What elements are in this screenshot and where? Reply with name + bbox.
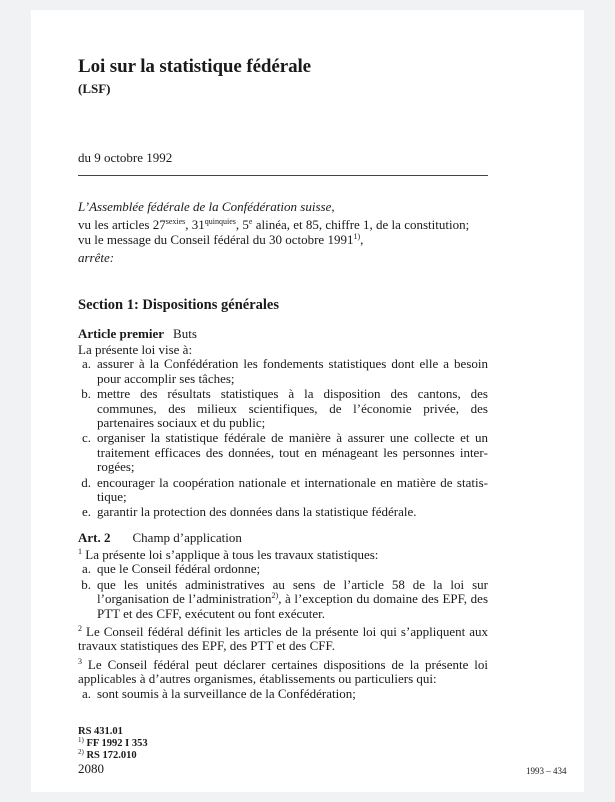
footnote-mark: 1) — [78, 736, 84, 744]
list-letter: e. — [81, 504, 91, 520]
list-text: assurer à la Confédération les fondements statistiques dont elle a besoin pour accomplir ses tâches; — [97, 356, 488, 386]
list-item — [79, 687, 488, 701]
paragraph-number: 3 — [78, 656, 82, 666]
list-text: que le Conseil fédéral ordonne; — [97, 561, 261, 577]
preamble-message-line — [78, 232, 493, 247]
list-item — [79, 387, 488, 430]
law-date: du 9 octobre 1992 — [78, 150, 173, 165]
article-2-paragraph-2 — [78, 625, 488, 654]
page-number: 2080 — [78, 761, 104, 776]
article-number: Article premier — [78, 326, 165, 341]
superscript: quinquies — [204, 217, 236, 226]
preamble-text: vu le message du Conseil fédéral du 30 octobre 1991 — [78, 232, 354, 247]
preamble-text: vu les articles 27 — [78, 217, 166, 232]
article-2-paragraph-3 — [78, 658, 488, 687]
preamble — [78, 199, 493, 265]
list-letter: a. — [81, 685, 91, 701]
list-text: , à l’exception du domaine des EPF, des PTT et des CFF, exécutent ou font exécuter. — [97, 591, 489, 621]
preamble-authority: L’Assemblée fédérale de la Confédération suisse, — [78, 199, 335, 214]
preamble-text: , 31 — [185, 217, 205, 232]
list-item — [79, 505, 488, 519]
article-1-heading — [78, 326, 197, 342]
preamble-decree: arrête: — [78, 250, 115, 265]
footnote-mark: 2) — [78, 748, 84, 756]
article-title: Buts — [173, 326, 197, 341]
preamble-text: , 5 — [235, 217, 249, 232]
list-text: sont soumis à la surveillance de la Confédération; — [97, 685, 356, 701]
header-divider — [78, 175, 488, 176]
list-item — [79, 562, 488, 576]
list-text: que les unités administratives au sens de l’article 58 de la loi sur l’organisation de l’administration — [97, 576, 488, 607]
preamble-text: , — [360, 232, 364, 247]
paragraph-number: 2 — [78, 624, 82, 634]
article-2-heading — [78, 530, 242, 546]
footnote-text: FF 1992 I 353 — [83, 738, 148, 749]
footnote-ref[interactable]: 1) — [353, 232, 361, 241]
superscript: sexies — [165, 217, 186, 226]
article-2-list-3 — [78, 687, 488, 701]
list-item — [79, 357, 488, 386]
law-title: Loi sur la statistique fédérale — [78, 56, 311, 77]
article-2-body — [78, 548, 488, 701]
list-letter: a. — [81, 561, 91, 577]
article-1-list — [78, 357, 488, 519]
article-2-paragraph-1 — [78, 548, 488, 562]
list-letter: d. — [81, 474, 91, 490]
list-text: encourager la coopération nationale et internationale en matière de statistique; — [97, 474, 488, 505]
article-title: Champ d’application — [132, 530, 242, 545]
systematic-reference: RS 431.01 — [78, 726, 123, 737]
footnote-ref[interactable]: 2) — [271, 591, 279, 601]
superscript: e — [248, 217, 253, 226]
list-letter: b. — [81, 386, 91, 402]
footnotes — [78, 726, 148, 762]
publication-reference: 1993 – 434 — [526, 766, 567, 776]
preamble-constitution-line — [78, 217, 493, 232]
paragraph-text: La présente loi s’applique à tous les travaux statistiques: — [82, 547, 379, 562]
paragraph-number: 1 — [78, 547, 82, 556]
document-page — [31, 10, 584, 792]
list-text: garantir la protection des données dans la statistique fédérale. — [97, 504, 417, 520]
article-2-list-1 — [78, 562, 488, 621]
article-number: Art. 2 — [78, 530, 111, 545]
footnote-1 — [78, 738, 148, 750]
paragraph-text: Le Conseil fédéral définit les articles de la présente loi qui s’appliquent aux travaux statistiques des EPF, des PTT et des CFF. — [78, 624, 488, 654]
article-1-body — [78, 343, 488, 520]
list-letter: c. — [81, 430, 91, 446]
article-1-intro: La présente loi vise à: — [78, 342, 193, 357]
list-letter: b. — [81, 576, 91, 592]
list-item — [79, 476, 488, 505]
list-text: organiser la statistique fédérale de manière à assurer une collecte et un traitement efficaces des données, tout en ménageant les personnes interrogées; — [97, 430, 488, 475]
list-item — [79, 431, 488, 474]
paragraph-text: Le Conseil fédéral peut déclarer certaines dispositions de la présente loi applicables à d’autres organismes, établissements ou particuliers qui: — [78, 656, 488, 687]
preamble-text: alinéa, et 85, chiffre 1, de la constitution; — [252, 217, 470, 232]
footnote-text: RS 172.010 — [83, 750, 137, 761]
law-abbreviation: (LSF) — [78, 81, 111, 96]
section-title: Section 1: Dispositions générales — [78, 297, 279, 313]
list-item — [79, 578, 488, 621]
list-text: mettre des résultats statistiques à la disposition des cantons, des communes, des milieux scientifiques, de l’économie privée, des partenaires sociaux et du public; — [97, 386, 488, 431]
list-letter: a. — [81, 356, 91, 372]
